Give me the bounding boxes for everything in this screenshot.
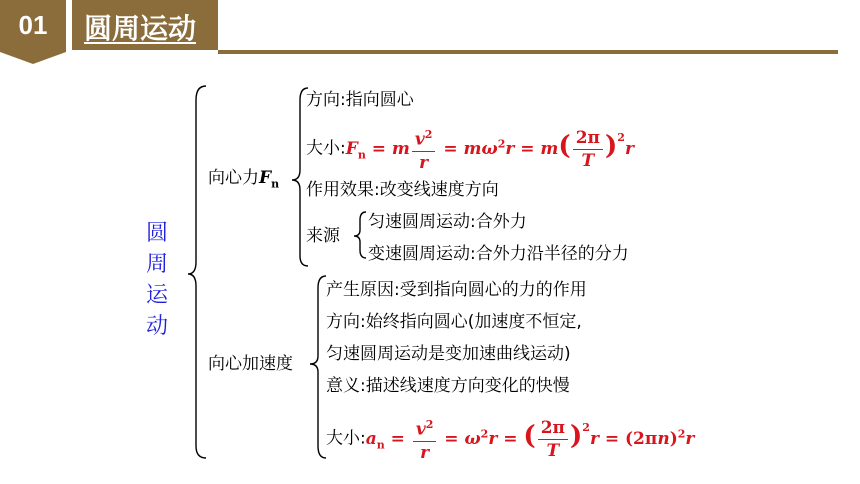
section-title: 圆周运动	[84, 12, 197, 45]
source-brace	[354, 212, 366, 258]
centripetal-accel-label: 向心加速度	[208, 354, 293, 374]
force-magnitude	[306, 118, 634, 181]
force-formula: $F_n = m$ $\frac{v^2}{r}$ = $m\omega^2r = m$( $\frac{2\pi}{T}$ )$^2$r	[346, 139, 634, 159]
accel-meaning: 意义:描述线速度方向变化的快慢	[326, 376, 570, 396]
force-source-uniform: 匀速圆周运动:合外力	[368, 212, 527, 232]
accel-formula: $a_n$ = $\frac{v^2}{r}$ = $\omega^2r$ = ( $\frac{2\pi}{T}$ )$^2r = (2\pi n)^2r$	[366, 429, 695, 449]
accel-brace	[310, 276, 326, 458]
section-number: 01	[18, 10, 48, 40]
force-label-text: 向心力	[208, 168, 259, 188]
force-magnitude-label: 大小:	[306, 138, 346, 159]
accel-direction-line1: 方向:始终指向圆心(加速度不恒定,	[326, 312, 582, 332]
force-direction: 方向:指向圆心	[306, 90, 414, 110]
force-symbol: F	[259, 168, 272, 188]
topic-char: 周	[145, 252, 168, 277]
topic-char: 圆	[145, 221, 168, 246]
force-effect: 作用效果:改变线速度方向	[306, 180, 499, 200]
force-subscript: n	[271, 177, 280, 191]
accel-magnitude	[326, 408, 694, 471]
accel-direction-line2: 匀速圆周运动是变加速曲线运动)	[326, 344, 571, 364]
accel-magnitude-label: 大小:	[326, 428, 366, 449]
topic-char: 动	[145, 314, 168, 339]
topic-char: 运	[145, 283, 168, 308]
centripetal-force-label	[208, 166, 279, 196]
force-source-label: 来源	[306, 226, 340, 246]
force-source-nonuniform: 变速圆周运动:合外力沿半径的分力	[368, 244, 629, 264]
main-brace	[188, 86, 206, 458]
vertical-topic-title	[142, 218, 172, 342]
accel-cause: 产生原因:受到指向圆心的力的作用	[326, 280, 587, 300]
